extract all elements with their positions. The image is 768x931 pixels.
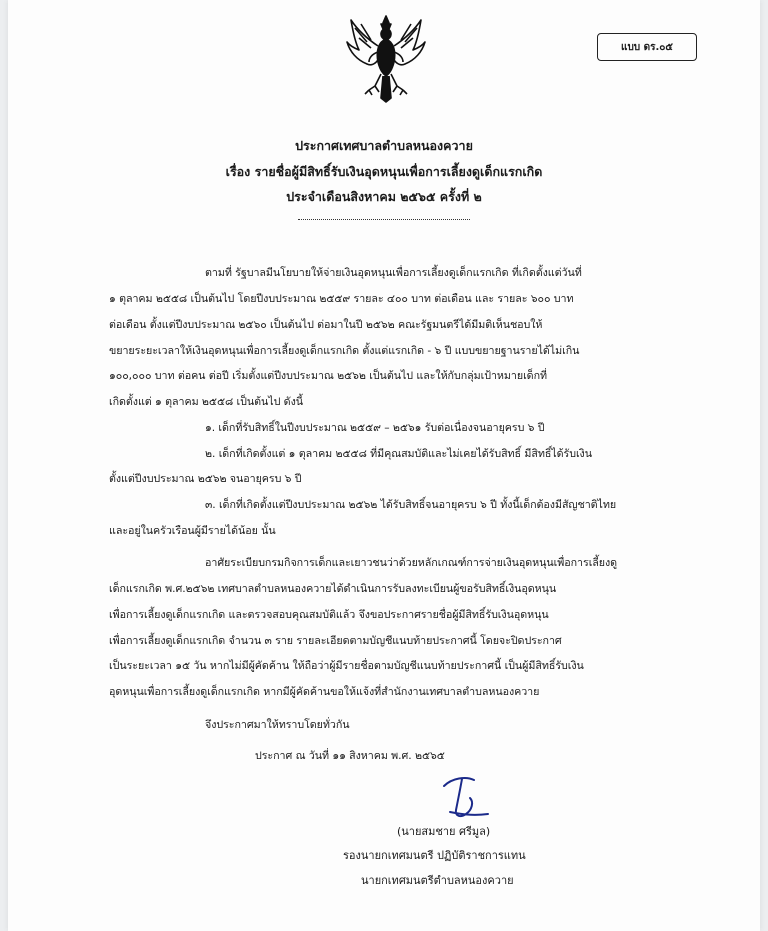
signatory-position: รองนายกเทศมนตรี ปฏิบัติราชการแทน bbox=[343, 849, 526, 862]
announcement-date: ประกาศ ณ วันที่ ๑๑ สิงหาคม พ.ศ. ๒๕๖๕ bbox=[255, 749, 445, 762]
paragraph-2-line: อาศัยระเบียบกรมกิจการเด็กและเยาวชนว่าด้วยหลักเกณฑ์การจ่ายเงินอุดหนุนเพื่อการเลี้ยงดู bbox=[205, 556, 618, 569]
paragraph-1-line: ๑ ตุลาคม ๒๕๕๘ เป็นต้นไป โดยปีงบประมาณ ๒๕๕๙ รายละ ๔๐๐ บาท ต่อเดือน และ รายละ ๖๐๐ บาท bbox=[109, 292, 574, 305]
paragraph-2-line: เด็กแรกเกิด พ.ศ.๒๕๖๒ เทศบาลตำบลหนองควายได้ดำเนินการรับลงทะเบียนผู้ขอรับสิทธิ์เงินอุดหนุน bbox=[109, 582, 557, 595]
announcement-subject: เรื่อง รายชื่อผู้มีสิทธิ์รับเงินอุดหนุนเพื่อการเลี้ยงดูเด็กแรกเกิด bbox=[225, 164, 543, 179]
document-page bbox=[8, 0, 760, 931]
paragraph-2-line: เพื่อการเลี้ยงดูเด็กแรกเกิด จำนวน ๓ ราย รายละเอียดตามบัญชีแนบท้ายประกาศนี้ โดยจะปิดประกาศ bbox=[109, 634, 562, 647]
announcement-period: ประจำเดือนสิงหาคม ๒๕๖๕ ครั้งที่ ๒ bbox=[286, 189, 482, 204]
handwritten-signature bbox=[432, 770, 502, 828]
dotted-divider bbox=[298, 219, 470, 220]
paragraph-2-line: เพื่อการเลี้ยงดูเด็กแรกเกิด และตรวจสอบคุณสมบัติแล้ว จึงขอประกาศรายชื่อผู้มีสิทธิ์รับเงินอุดหนุน bbox=[109, 608, 549, 621]
paragraph-2-line: เป็นระยะเวลา ๑๕ วัน หากไม่มีผู้คัดค้าน ให้ถือว่าผู้มีรายชื่อตามบัญชีแนบท้ายประกาศนี้ เป็นผู้มีสิทธิ์รับเงิน bbox=[109, 659, 584, 672]
paragraph-2-line: อุดหนุนเพื่อการเลี้ยงดูเด็กแรกเกิด หากมีผู้คัดค้านขอให้แจ้งที่สำนักงานเทศบาลตำบลหนองควาย bbox=[109, 685, 540, 698]
list-item: ๓. เด็กที่เกิดตั้งแต่ปีงบประมาณ ๒๕๖๒ ได้รับสิทธิ์จนอายุครบ ๖ ปี ทั้งนี้เด็กต้องมีสัญชาติไทย bbox=[205, 498, 617, 511]
paragraph-1-line: ขยายระยะเวลาให้เงินอุดหนุนเพื่อการเลี้ยงดูเด็กแรกเกิด ตั้งแต่แรกเกิด - ๖ ปี แบบขยายฐานรายได้ไม่เกิน bbox=[109, 344, 580, 357]
list-item-continuation: ตั้งแต่ปีงบประมาณ ๒๕๖๒ จนอายุครบ ๖ ปี bbox=[109, 472, 302, 485]
signatory-name: (นายสมชาย ศรีมูล) bbox=[397, 825, 491, 838]
paragraph-1-line: เกิดตั้งแต่ ๑ ตุลาคม ๒๕๕๘ เป็นต้นไป ดังนี้ bbox=[109, 395, 303, 408]
announcement-title: ประกาศเทศบาลตำบลหนองควาย bbox=[295, 138, 473, 153]
signatory-organization: นายกเทศมนตรีตำบลหนองควาย bbox=[361, 874, 514, 887]
closing-line: จึงประกาศมาให้ทราบโดยทั่วกัน bbox=[205, 718, 350, 731]
list-item: ๑. เด็กที่รับสิทธิ์ในปีงบประมาณ ๒๕๕๙ – ๒๕๖๑ รับต่อเนื่องจนอายุครบ ๖ ปี bbox=[205, 421, 545, 434]
list-item-continuation: และอยู่ในครัวเรือนผู้มีรายได้น้อย นั้น bbox=[109, 524, 276, 537]
form-code-box bbox=[597, 33, 697, 61]
paragraph-1-line: ตามที่ รัฐบาลมีนโยบายให้จ่ายเงินอุดหนุนเพื่อการเลี้ยงดูเด็กแรกเกิด ที่เกิดตั้งแต่วันที่ bbox=[205, 266, 582, 279]
garuda-emblem bbox=[345, 12, 427, 104]
paragraph-1-line: ต่อเดือน ตั้งแต่ปีงบประมาณ ๒๕๖๐ เป็นต้นไป ต่อมาในปี ๒๕๖๒ คณะรัฐมนตรีได้มีมติเห็นชอบให้ bbox=[109, 318, 543, 331]
paragraph-1-line: ๑๐๐,๐๐๐ บาท ต่อคน ต่อปี เริ่มตั้งแต่ปีงบประมาณ ๒๕๖๒ เป็นต้นไป และให้กับกลุ่มเป้าหมายเด็กที่ bbox=[109, 369, 547, 382]
form-code: แบบ ดร.๐๕ bbox=[621, 41, 673, 53]
list-item: ๒. เด็กที่เกิดตั้งแต่ ๑ ตุลาคม ๒๕๕๘ ที่มีคุณสมบัติและไม่เคยได้รับสิทธิ์ มีสิทธิ์ได้รับเงิน bbox=[205, 447, 592, 460]
